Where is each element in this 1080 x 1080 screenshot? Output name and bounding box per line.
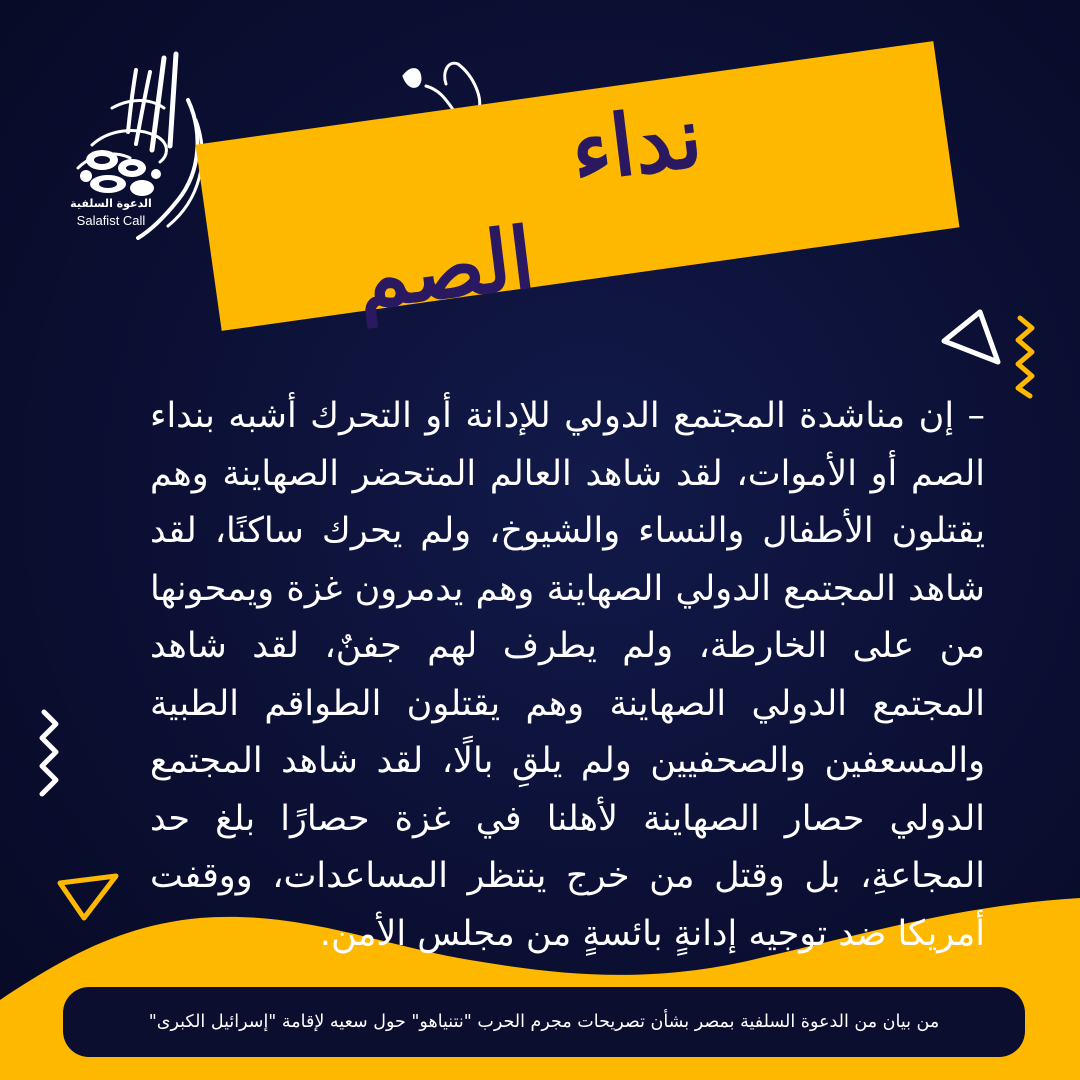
white-triangle-outline-icon [944,312,998,362]
footer-source-text: من بيان من الدعوة السلفية بمصر بشأن تصريحات مجرم الحرب "نتنياهو" حول سعيه لإقامة "إسرائيل الكبرى" [148,1012,940,1032]
statement-paragraph: – إن مناشدة المجتمع الدولي للإدانة أو التحرك أشبه بنداء الصم أو الأموات، لقد شاهد العالم المتحضر الصهاينة وهم يقتلون الأطفال والنساء والشيوخ، ولم يحرك ساكنًا، لقد شاهد المجتمع الدولي الصهاينة وهم يدمرون غزة ويمحونها من على الخارطة، ولم يطرف لهم جفنٌ، لقد شاهد المجتمع الدولي الصهاينة وهم يقتلون الطواقم الطبية والمسعفين والصحفيين ولم يلقِ بالًا، لقد شاهد المجتمع الدولي حصار الصهاينة لأهلنا في غزة حصارًا بلغ حد المجاعةِ، بل وقتل من خرج ينتظر المساعدات، ووقفت أمريكا ضد توجيه إدانةٍ بائسةٍ من مجلس الأمن. [150,396,985,954]
yellow-triangle-outline-icon [60,876,116,918]
yellow-zigzag-icon [1018,318,1032,396]
brand-name-arabic: الدعوة السلفية [70,197,152,210]
brand-name-english: Salafist Call [76,213,146,228]
title-line-1: نداء [565,86,708,201]
title-line-2: الصم [350,207,540,328]
white-zigzag-icon [42,712,56,794]
